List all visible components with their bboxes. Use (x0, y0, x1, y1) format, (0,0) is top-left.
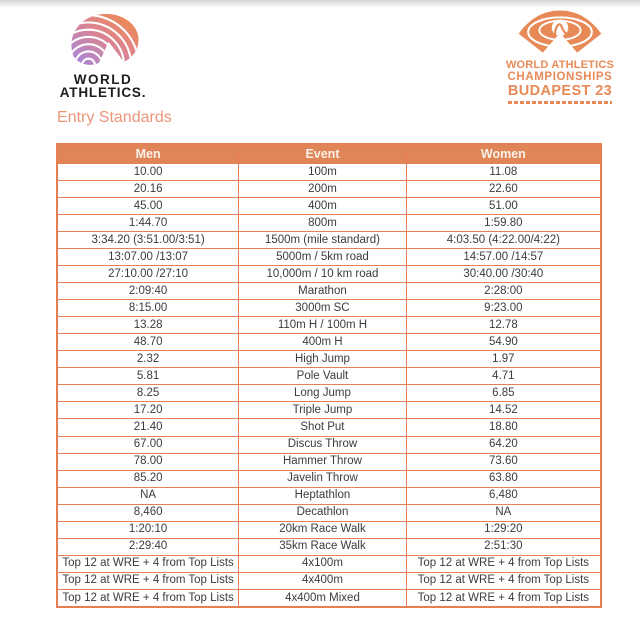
event-cell: 35km Race Walk (239, 538, 407, 555)
table-row (57, 283, 601, 300)
men-standard-cell: 2:09:40 (57, 283, 239, 300)
women-standard-cell: 4.71 (406, 368, 601, 385)
women-standard-cell: 54.90 (406, 334, 601, 351)
table-row (57, 521, 601, 538)
women-standard-cell: 18.80 (406, 419, 601, 436)
budapest23-text-line1: WORLD ATHLETICS (505, 59, 615, 71)
women-standard-cell: Top 12 at WRE + 4 from Top Lists (406, 589, 601, 607)
table-body (57, 164, 601, 608)
women-standard-cell: 22.60 (406, 181, 601, 198)
table-row (57, 487, 601, 504)
women-standard-cell: 64.20 (406, 436, 601, 453)
table-row (57, 538, 601, 555)
event-cell: 10,000m / 10 km road (239, 266, 407, 283)
event-cell: Shot Put (239, 419, 407, 436)
table-row (57, 181, 601, 198)
women-standard-cell: 6,480 (406, 487, 601, 504)
men-standard-cell: 10.00 (57, 164, 239, 181)
women-standard-cell: 12.78 (406, 317, 601, 334)
women-standard-cell: 14:57.00 /14:57 (406, 249, 601, 266)
event-cell: 4x100m (239, 555, 407, 572)
women-standard-cell: 51.00 (406, 198, 601, 215)
table-header-row (57, 144, 601, 164)
table-row (57, 572, 601, 589)
men-standard-cell: 1:44.70 (57, 215, 239, 232)
column-header-event: Event (239, 144, 407, 164)
event-cell: Decathlon (239, 504, 407, 521)
women-standard-cell: 2:51:30 (406, 538, 601, 555)
men-standard-cell: 5.81 (57, 368, 239, 385)
women-standard-cell: 2:28:00 (406, 283, 601, 300)
men-standard-cell: 48.70 (57, 334, 239, 351)
event-cell: Triple Jump (239, 402, 407, 419)
men-standard-cell: 27:10.00 /27:10 (57, 266, 239, 283)
event-cell: 400m (239, 198, 407, 215)
event-cell: 4x400m (239, 572, 407, 589)
table-row (57, 385, 601, 402)
women-standard-cell: 63.80 (406, 470, 601, 487)
men-standard-cell: 1:20:10 (57, 521, 239, 538)
table-row (57, 164, 601, 181)
event-cell: 800m (239, 215, 407, 232)
men-standard-cell: 67.00 (57, 436, 239, 453)
men-standard-cell: 21.40 (57, 419, 239, 436)
women-standard-cell: 4:03.50 (4:22.00/4:22) (406, 232, 601, 249)
men-standard-cell: 8:15.00 (57, 300, 239, 317)
event-cell: Pole Vault (239, 368, 407, 385)
table-row (57, 249, 601, 266)
budapest23-logo (503, 9, 617, 104)
women-standard-cell: NA (406, 504, 601, 521)
table-row (57, 215, 601, 232)
event-cell: Long Jump (239, 385, 407, 402)
table-row (57, 334, 601, 351)
event-cell: Discus Throw (239, 436, 407, 453)
page-title: Entry Standards (57, 109, 172, 126)
women-standard-cell: 11.08 (406, 164, 601, 181)
column-header-men: Men (57, 144, 239, 164)
table-row (57, 232, 601, 249)
budapest23-text-line3: BUDAPEST 23 (507, 83, 613, 99)
table-row (57, 504, 601, 521)
men-standard-cell: 2.32 (57, 351, 239, 368)
men-standard-cell: NA (57, 487, 239, 504)
women-standard-cell: 6.85 (406, 385, 601, 402)
budapest23-emblem-icon (517, 9, 603, 55)
entry-standards-table (56, 143, 602, 608)
world-athletics-logo (43, 12, 163, 99)
women-standard-cell: 9:23.00 (406, 300, 601, 317)
women-standard-cell: Top 12 at WRE + 4 from Top Lists (406, 555, 601, 572)
women-standard-cell: Top 12 at WRE + 4 from Top Lists (406, 572, 601, 589)
women-standard-cell: 1:59.80 (406, 215, 601, 232)
world-athletics-shell-icon (62, 12, 144, 70)
event-cell: High Jump (239, 351, 407, 368)
event-cell: Javelin Throw (239, 470, 407, 487)
men-standard-cell: 20.16 (57, 181, 239, 198)
event-cell: Heptathlon (239, 487, 407, 504)
women-standard-cell: 1.97 (406, 351, 601, 368)
men-standard-cell: 17.20 (57, 402, 239, 419)
men-standard-cell: 85.20 (57, 470, 239, 487)
table-row (57, 470, 601, 487)
event-cell: 100m (239, 164, 407, 181)
men-standard-cell: Top 12 at WRE + 4 from Top Lists (57, 589, 239, 607)
event-cell: 5000m / 5km road (239, 249, 407, 266)
table-row (57, 300, 601, 317)
men-standard-cell: 8.25 (57, 385, 239, 402)
men-standard-cell: Top 12 at WRE + 4 from Top Lists (57, 555, 239, 572)
women-standard-cell: 1:29:20 (406, 521, 601, 538)
budapest23-text-line2: CHAMPIONSHIPS (507, 71, 613, 83)
men-standard-cell: 2:29:40 (57, 538, 239, 555)
world-athletics-wordmark-line2: ATHLETICS. (59, 85, 147, 100)
event-cell: 4x400m Mixed (239, 589, 407, 607)
event-cell: 3000m SC (239, 300, 407, 317)
table-row (57, 402, 601, 419)
table-row (57, 351, 601, 368)
event-cell: 1500m (mile standard) (239, 232, 407, 249)
men-standard-cell: 78.00 (57, 453, 239, 470)
table-row (57, 317, 601, 334)
column-header-women: Women (406, 144, 601, 164)
top-edge-shadow (0, 0, 640, 8)
event-cell: Hammer Throw (239, 453, 407, 470)
table-row (57, 198, 601, 215)
men-standard-cell: 8,460 (57, 504, 239, 521)
event-cell: Marathon (239, 283, 407, 300)
men-standard-cell: 13.28 (57, 317, 239, 334)
budapest23-stripes-underline (508, 101, 612, 104)
event-cell: 400m H (239, 334, 407, 351)
table-row (57, 368, 601, 385)
men-standard-cell: 13:07.00 /13:07 (57, 249, 239, 266)
table-row (57, 436, 601, 453)
women-standard-cell: 73.60 (406, 453, 601, 470)
event-cell: 110m H / 100m H (239, 317, 407, 334)
world-athletics-wordmark (43, 73, 163, 99)
table-row (57, 266, 601, 283)
men-standard-cell: 3:34.20 (3:51.00/3:51) (57, 232, 239, 249)
event-cell: 200m (239, 181, 407, 198)
men-standard-cell: 45.00 (57, 198, 239, 215)
women-standard-cell: 30:40.00 /30:40 (406, 266, 601, 283)
table-row (57, 453, 601, 470)
table-row (57, 419, 601, 436)
world-athletics-wordmark-line1: WORLD (73, 72, 133, 87)
men-standard-cell: Top 12 at WRE + 4 from Top Lists (57, 572, 239, 589)
table-row (57, 589, 601, 607)
women-standard-cell: 14.52 (406, 402, 601, 419)
table-row (57, 555, 601, 572)
event-cell: 20km Race Walk (239, 521, 407, 538)
